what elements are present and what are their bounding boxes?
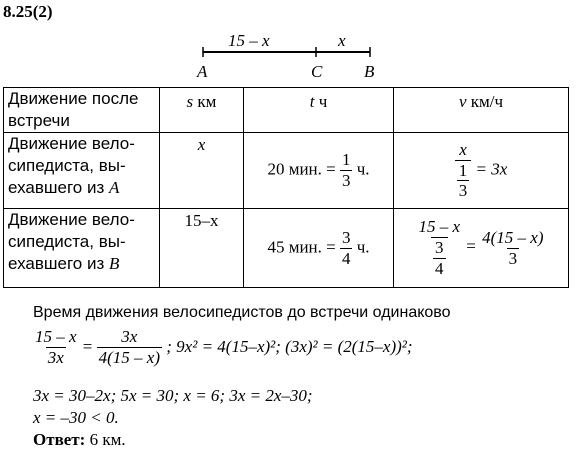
answer-value: 6 км. [85,430,126,449]
row2-v-lhs-fraction [416,218,462,278]
row1-v-num: x [459,139,467,159]
row2-v-inner-fraction [433,239,446,278]
point-b-label: B [364,62,375,81]
segment-right-label: x [338,31,346,50]
row2-label-line2: сипедиста, вы- [8,232,126,251]
equation-line-1 [33,328,413,367]
eq1-equals: = [78,337,97,357]
row1-label [4,133,160,209]
motion-table [3,87,569,288]
segment-left-label: 15 – x [228,31,270,50]
header-t-symbol: t [309,92,315,111]
row1-v-den [455,160,472,201]
row1-label-line3 [8,177,155,199]
solution-statement: Время движения велосипедистов до встречи одинаково [33,304,451,321]
row1-t [244,133,394,209]
eq1-rhs-den: 4(15 – x) [98,347,161,367]
row1-label-line1: Движение вело- [8,134,135,153]
row1-t-suffix: ч. [352,159,370,179]
header-v-unit: км/ч [470,92,504,111]
table-header-row [4,88,569,133]
row2-t-suffix: ч. [352,236,370,256]
row2-t [244,209,394,288]
eq1-lhs-num: 15 – x [35,327,77,346]
row2-s: 15–x [160,209,244,288]
table-row [4,133,569,209]
row1-v-inner-fraction [457,162,470,201]
header-s [160,88,244,133]
row1-label-point: A [109,178,120,197]
row2-v-lhs-den [431,237,448,278]
point-a-label: A [197,62,208,81]
header-t-unit: ч [318,92,328,111]
answer-line [33,430,126,450]
row2-t-prefix: 45 мин. = [267,236,340,256]
row2-label-line1: Движение вело- [8,210,135,229]
table-row [4,209,569,288]
header-motion: Движение после встречи [4,88,160,133]
eq1-rhs-num: 3x [121,327,138,346]
header-t [244,88,394,133]
row1-label-line2: сипедиста, вы- [8,156,126,175]
equation-line-3: x = –30 < 0. [33,408,119,427]
row1-t-fraction [340,151,353,190]
header-v [394,88,569,133]
row2-v-eq: = [462,236,481,256]
problem-number: 8.25(2) [3,2,53,21]
header-s-unit: км [197,92,217,111]
row2-label [4,209,160,288]
row2-t-den: 4 [341,248,351,268]
row2-v-rhs-num: 4(15 – x) [482,227,544,247]
eq1-lhs-fraction [33,328,79,367]
row1-v-result: = 3x [471,159,508,179]
row2-label-line3 [8,253,155,275]
eq1-lhs-den: 3x [47,347,64,367]
row1-t-den: 3 [341,171,351,190]
row2-v-lhs-num: 15 – x [418,217,461,237]
answer-label: Ответ: [33,430,86,449]
row1-v-inner-num: 1 [458,160,468,180]
row1-s: x [160,133,244,209]
header-v-symbol: v [458,92,467,111]
row1-v-fraction [455,141,472,201]
row2-label-point: B [109,254,120,273]
row2-v-inner-den: 4 [435,258,444,278]
equation-line-2: 3x = 30–2x; 5x = 30; x = 6; 3x = 2x–30; [33,386,313,405]
row2-v-rhs-den: 3 [508,248,518,268]
point-c-label: C [311,62,323,81]
row1-label-text: ехавшего из [8,178,109,197]
row2-label-text: ехавшего из [8,254,109,273]
row1-v-inner-den: 3 [458,181,468,201]
header-s-symbol: s [186,92,194,111]
row1-t-prefix: 20 мин. = [267,159,340,179]
row1-v [394,133,569,209]
row2-t-fraction [340,229,353,268]
eq1-rhs-fraction [97,328,162,367]
row2-v-rhs-fraction [480,229,545,268]
row1-t-num: 1 [341,150,351,170]
row2-v [394,209,569,288]
segment-diagram [198,44,378,60]
row2-v-inner-num: 3 [435,238,444,258]
row2-t-num: 3 [341,227,351,247]
eq1-rest: ; 9x² = 4(15–x)²; (3x)² = (2(15–x))²; [162,337,413,357]
